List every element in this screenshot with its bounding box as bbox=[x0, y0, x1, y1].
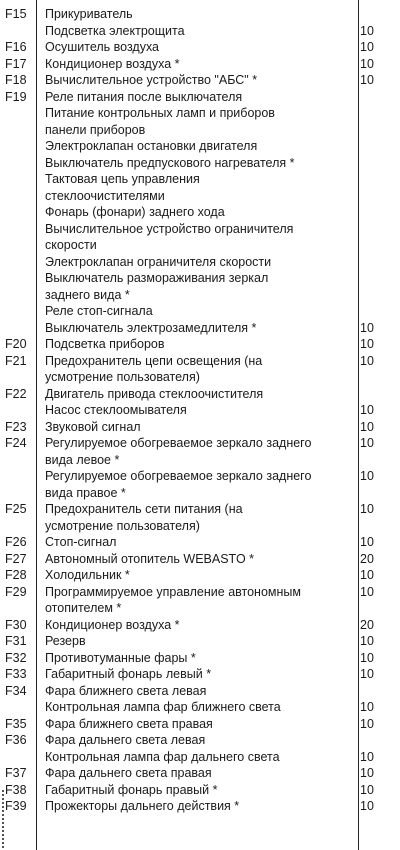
fuse-description: Фара дальнего света левая bbox=[45, 733, 206, 747]
fuse-description: Осушитель воздуха bbox=[45, 40, 160, 54]
fuse-row bbox=[0, 435, 400, 468]
fuse-code: F15 bbox=[5, 7, 27, 21]
fuse-description: Стоп-сигнал bbox=[45, 535, 117, 549]
fuse-amperage: 10 bbox=[360, 436, 374, 450]
fuse-description: Реле стоп-сигнала bbox=[45, 304, 153, 318]
fuse-description: Тактовая цепь управления стеклоочистителями bbox=[45, 172, 200, 203]
fuse-amperage: 10 bbox=[360, 749, 374, 764]
fuse-row bbox=[0, 749, 400, 766]
fuse-row bbox=[0, 782, 400, 799]
fuse-row bbox=[0, 23, 400, 40]
fuse-table bbox=[0, 6, 400, 815]
fuse-row bbox=[0, 254, 400, 271]
fuse-row bbox=[0, 204, 400, 221]
fuse-row bbox=[0, 567, 400, 584]
fuse-description: Резерв bbox=[45, 634, 86, 648]
fuse-description: Реле питания после выключателя bbox=[45, 89, 243, 104]
fuse-amperage: 10 bbox=[360, 766, 374, 780]
fuse-description: Регулируемое обогреваемое зеркало заднего вида левое * bbox=[45, 436, 312, 467]
fuse-code: F16 bbox=[5, 40, 27, 54]
fuse-code: F30 bbox=[5, 617, 27, 632]
fuse-row bbox=[0, 650, 400, 667]
fuse-description: Вычислительное устройство ограничителя скорости bbox=[45, 221, 294, 252]
fuse-description: Насос стеклоомывателя bbox=[45, 403, 187, 417]
fuse-row bbox=[0, 171, 400, 204]
fuse-amperage: 10 bbox=[360, 469, 374, 483]
fuse-description: Электроклапан ограничителя скорости bbox=[45, 254, 272, 269]
fuse-amperage: 10 bbox=[360, 56, 374, 71]
fuse-description: Кондиционер воздуха * bbox=[45, 617, 180, 632]
fuse-description: Программируемое управление автономным отопителем * bbox=[45, 584, 301, 615]
fuse-code: F25 bbox=[5, 502, 27, 516]
fuse-amperage: 10 bbox=[360, 799, 374, 813]
fuse-code: F17 bbox=[5, 56, 27, 71]
fuse-row bbox=[0, 666, 400, 683]
fuse-code: F33 bbox=[5, 667, 27, 681]
fuse-amperage: 10 bbox=[360, 337, 374, 351]
fuse-row bbox=[0, 56, 400, 73]
fuse-description: Выключатель электрозамедлителя * bbox=[45, 320, 257, 335]
fuse-row bbox=[0, 320, 400, 337]
fuse-code: F28 bbox=[5, 568, 27, 582]
fuse-code: F22 bbox=[5, 386, 27, 401]
fuse-code: F21 bbox=[5, 353, 27, 368]
fuse-row bbox=[0, 336, 400, 353]
fuse-description: Контрольная лампа фар дальнего света bbox=[45, 749, 280, 764]
fuse-description: Контрольная лампа фар ближнего света bbox=[45, 700, 281, 714]
fuse-code: F27 bbox=[5, 551, 27, 566]
fuse-row bbox=[0, 683, 400, 700]
fuse-amperage: 10 bbox=[360, 73, 374, 87]
fuse-row bbox=[0, 501, 400, 534]
fuse-description: Прожекторы дальнего действия * bbox=[45, 799, 240, 813]
fuse-row bbox=[0, 617, 400, 634]
fuse-row bbox=[0, 155, 400, 172]
fuse-description: Габаритный фонарь левый * bbox=[45, 667, 212, 681]
fuse-code: F24 bbox=[5, 436, 27, 450]
fuse-description: Выключатель предпускового нагревателя * bbox=[45, 155, 295, 170]
fuse-amperage: 10 bbox=[360, 568, 374, 582]
fuse-code: F18 bbox=[5, 73, 27, 87]
fuse-row bbox=[0, 270, 400, 303]
fuse-amperage: 10 bbox=[360, 584, 374, 599]
fuse-description: Фонарь (фонари) заднего хода bbox=[45, 205, 225, 219]
fuse-amperage: 10 bbox=[360, 535, 374, 549]
fuse-code: F29 bbox=[5, 584, 27, 599]
fuse-description: Предохранитель сети питания (на усмотрение пользователя) bbox=[45, 502, 243, 533]
fuse-code: F38 bbox=[5, 782, 27, 797]
fuse-description: Вычислительное устройство "АБС" * bbox=[45, 73, 258, 87]
fuse-amperage: 10 bbox=[360, 667, 374, 681]
fuse-description: Прикуриватель bbox=[45, 7, 133, 21]
fuse-amperage: 20 bbox=[360, 617, 374, 632]
fuse-row bbox=[0, 419, 400, 436]
fuse-description: Подсветка электрощита bbox=[45, 23, 185, 38]
fuse-row bbox=[0, 584, 400, 617]
fuse-code: F31 bbox=[5, 634, 27, 648]
fuse-row bbox=[0, 6, 400, 23]
fuse-row bbox=[0, 72, 400, 89]
fuse-row bbox=[0, 138, 400, 155]
fuse-row bbox=[0, 765, 400, 782]
fuse-row bbox=[0, 402, 400, 419]
fuse-description: Противотуманные фары * bbox=[45, 650, 196, 665]
fuse-description: Автономный отопитель WEBASTO * bbox=[45, 551, 255, 566]
fuse-description: Габаритный фонарь правый * bbox=[45, 782, 218, 797]
fuse-code: F20 bbox=[5, 337, 27, 351]
fuse-description: Кондиционер воздуха * bbox=[45, 56, 180, 71]
fuse-description: Холодильник * bbox=[45, 568, 130, 582]
fuse-code: F36 bbox=[5, 733, 27, 747]
fuse-code: F39 bbox=[5, 799, 27, 813]
fuse-code: F26 bbox=[5, 535, 27, 549]
fuse-row bbox=[0, 221, 400, 254]
fuse-row bbox=[0, 303, 400, 320]
fuse-amperage: 10 bbox=[360, 634, 374, 648]
fuse-amperage: 10 bbox=[360, 700, 374, 714]
fuse-row bbox=[0, 798, 400, 815]
fuse-row bbox=[0, 468, 400, 501]
fuse-description: Питание контрольных ламп и приборов панели приборов bbox=[45, 106, 275, 137]
fuse-amperage: 10 bbox=[360, 353, 374, 368]
fuse-amperage: 10 bbox=[360, 782, 374, 797]
fuse-code: F32 bbox=[5, 650, 27, 665]
fuse-row bbox=[0, 105, 400, 138]
fuse-code: F37 bbox=[5, 766, 27, 780]
fuse-amperage: 10 bbox=[360, 403, 374, 417]
fuse-description: Выключатель размораживания зеркал заднего вида * bbox=[45, 271, 269, 302]
fuse-description: Двигатель привода стеклоочистителя bbox=[45, 386, 264, 401]
fuse-description: Фара ближнего света левая bbox=[45, 683, 207, 698]
fuse-description: Фара дальнего света правая bbox=[45, 766, 212, 780]
fuse-amperage: 10 bbox=[360, 716, 374, 731]
fuse-amperage: 20 bbox=[360, 551, 374, 566]
fuse-row bbox=[0, 89, 400, 106]
fuse-description: Предохранитель цепи освещения (на усмотрение пользователя) bbox=[45, 353, 263, 384]
fuse-row bbox=[0, 39, 400, 56]
fuse-row bbox=[0, 699, 400, 716]
fuse-amperage: 10 bbox=[360, 419, 374, 434]
fuse-amperage: 10 bbox=[360, 650, 374, 665]
fuse-amperage: 10 bbox=[360, 23, 374, 38]
fuse-row bbox=[0, 551, 400, 568]
fuse-description: Регулируемое обогреваемое зеркало заднего вида правое * bbox=[45, 469, 312, 500]
fuse-row bbox=[0, 534, 400, 551]
fuse-code: F23 bbox=[5, 419, 27, 434]
fuse-code: F34 bbox=[5, 683, 27, 698]
fuse-row bbox=[0, 386, 400, 403]
fuse-description: Электроклапан остановки двигателя bbox=[45, 139, 258, 153]
fuse-description: Звуковой сигнал bbox=[45, 419, 141, 434]
fuse-amperage: 10 bbox=[360, 40, 374, 54]
fuse-row bbox=[0, 732, 400, 749]
fuse-description: Фара ближнего света правая bbox=[45, 716, 213, 731]
fuse-row bbox=[0, 716, 400, 733]
fuse-row bbox=[0, 353, 400, 386]
fuse-amperage: 10 bbox=[360, 502, 374, 516]
fuse-description: Подсветка приборов bbox=[45, 337, 165, 351]
fuse-amperage: 10 bbox=[360, 320, 374, 335]
fuse-row bbox=[0, 633, 400, 650]
fuse-code: F35 bbox=[5, 716, 27, 731]
fuse-code: F19 bbox=[5, 89, 27, 104]
